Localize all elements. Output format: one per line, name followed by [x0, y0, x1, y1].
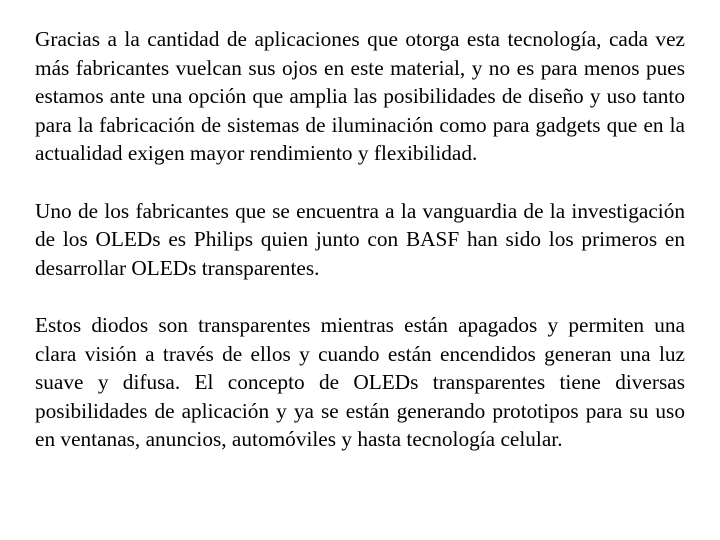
document-body	[35, 25, 685, 454]
paragraph-2: Uno de los fabricantes que se encuentra a la vanguardia de la investigación de los OLEDs es Philips quien junto con BASF han sido los primeros en desarrollar OLEDs transparentes.	[35, 198, 685, 280]
paragraph-1: Gracias a la cantidad de aplicaciones que otorga esta tecnología, cada vez más fabricantes vuelcan sus ojos en este material, y no es para menos pues estamos ante una opción que amplia las posibilidades de diseño y uso tanto para la fabricación de sistemas de iluminación como para gadgets que en la actualidad exigen mayor rendimiento y flexibilidad.	[35, 27, 685, 166]
paragraph-3: Estos diodos son transparentes mientras están apagados y permiten una clara visión a través de ellos y cuando están encendidos generan una luz suave y difusa. El concepto de OLEDs transparentes tiene diversas posibilidades de aplicación y ya se están generando prototipos para su uso en ventanas, anuncios, automóviles y hasta tecnología celular.	[35, 312, 685, 452]
